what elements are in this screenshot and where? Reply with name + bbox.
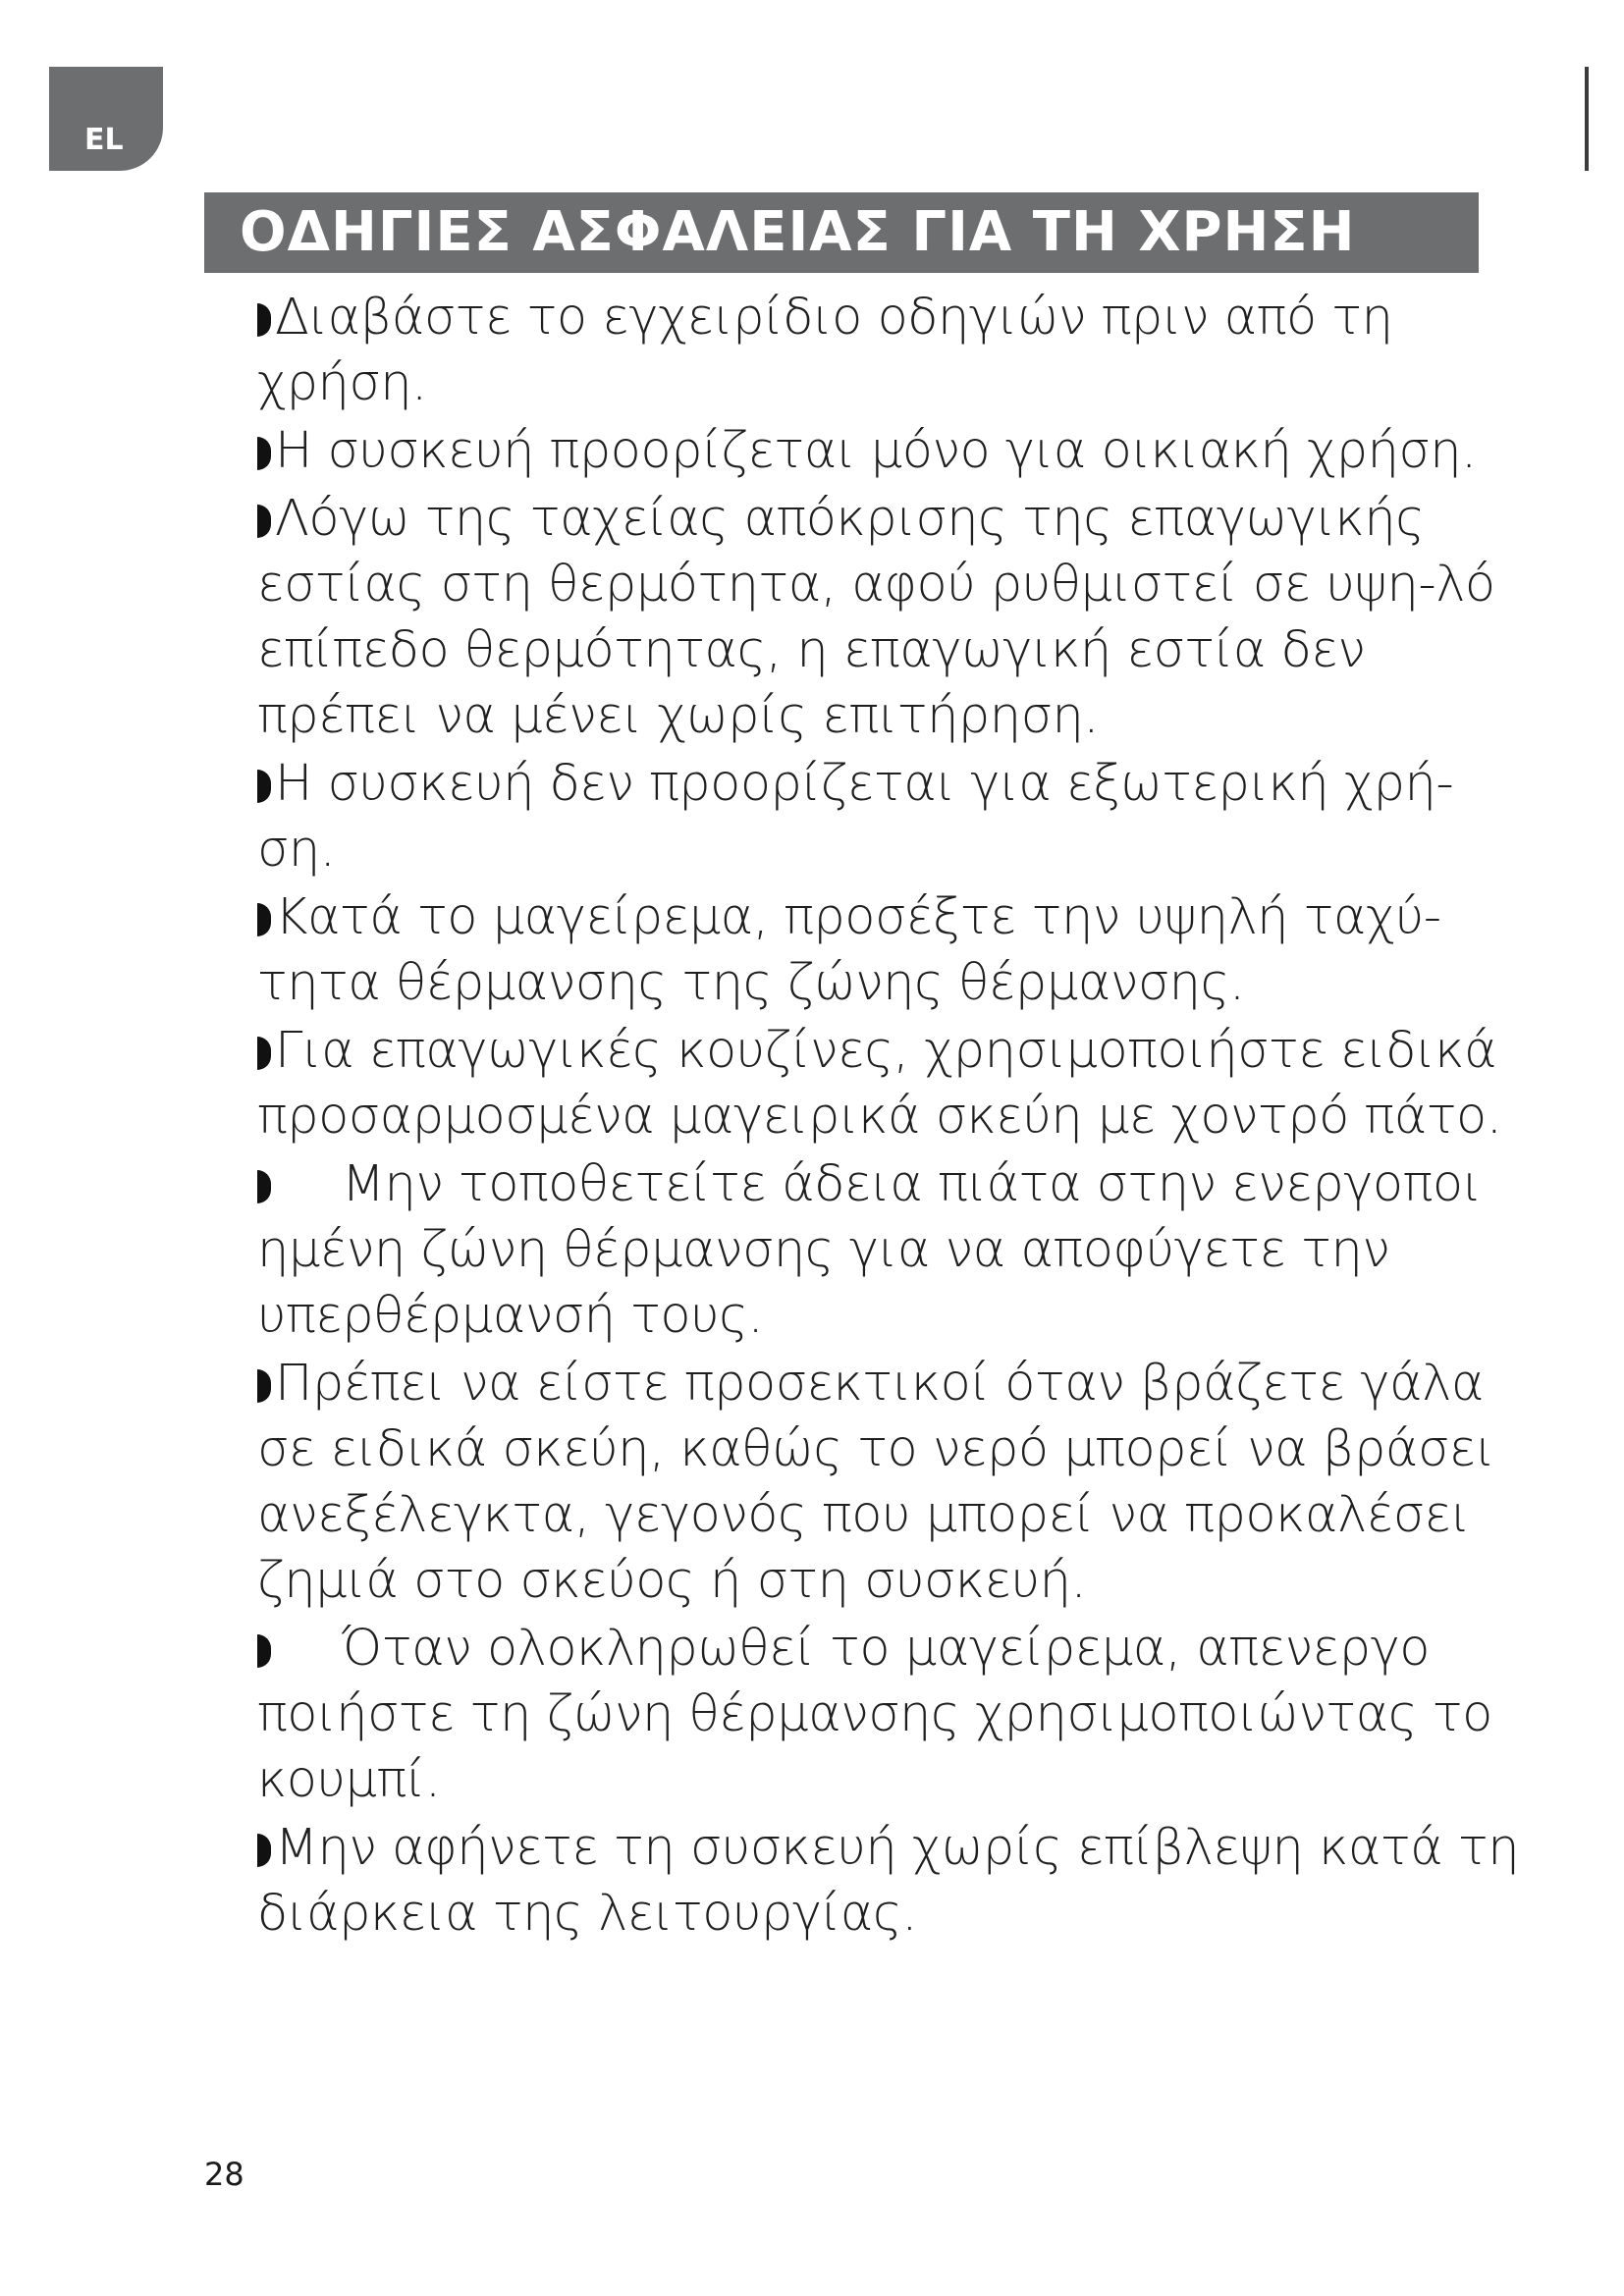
list-item-text: Η συσκευή δεν προορίζεται για εξωτερική χρή-ση.: [257, 755, 1454, 879]
edge-marker: [1585, 67, 1589, 171]
bullet-icon: [257, 505, 271, 538]
list-item-text: Όταν ολοκληρωθεί το μαγείρεμα, απενεργο ποιήστε τη ζώνη θέρμανσης χρησιμοποιώντας το κουμπί.: [257, 1620, 1492, 1809]
list-item: [257, 1815, 1524, 1947]
list-item: [257, 486, 1524, 749]
page-number: 28: [204, 2156, 244, 2193]
list-item-text: Μην αφήνετε τη συσκευή χωρίς επίβλεψη κατά τη διάρκεια της λειτουργίας.: [257, 1819, 1520, 1943]
list-item-text: Η συσκευή προορίζεται μόνο για οικιακή χρήση.: [275, 422, 1477, 480]
safety-instructions-list: [257, 285, 1524, 1947]
list-item: [257, 1018, 1524, 1149]
language-tab: [49, 67, 163, 171]
list-item: [257, 285, 1524, 416]
list-item: [257, 884, 1524, 1016]
list-item-text: Για επαγωγικές κουζίνες, χρησιμοποιήστε ειδικά προσαρμοσμένα μαγειρικά σκεύη με χοντρό πάτο.: [257, 1022, 1502, 1146]
list-item-text: Πρέπει να είστε προσεκτικοί όταν βράζετε γάλα σε ειδικά σκεύη, καθώς το νερό μπορεί να βράσει ανεξέλεγκτα, γεγονός που μπορεί να προκαλέσει ζημιά στο σκεύος ή στη συσκευή.: [257, 1355, 1495, 1610]
list-item-text: Διαβάστε το εγχειρίδιο οδηγιών πριν από τη χρήση.: [257, 289, 1393, 412]
bullet-icon: [257, 770, 271, 803]
list-item-text: Μην τοποθετείτε άδεια πιάτα στην ενεργοποι ημένη ζώνη θέρμανσης για να αποφύγετε την υπερθέρμανσή τους.: [257, 1155, 1482, 1345]
bullet-icon: [257, 1170, 271, 1203]
list-item: [257, 1351, 1524, 1614]
list-item-text: Λόγω της ταχείας απόκρισης της επαγωγικής εστίας στη θερμότητα, αφού ρυθμιστεί σε υψη-λό επίπεδο θερμότητας, η επαγωγική εστία δεν πρέπει να μένει χωρίς επιτήρηση.: [257, 490, 1495, 745]
bullet-icon: [257, 437, 271, 470]
list-item: [257, 418, 1524, 484]
bullet-icon: [257, 303, 271, 337]
language-code: EL: [84, 123, 124, 157]
bullet-icon: [257, 903, 271, 936]
bullet-icon: [257, 1834, 271, 1867]
list-item: [257, 1151, 1524, 1349]
bullet-icon: [257, 1037, 271, 1070]
bullet-icon: [257, 1369, 271, 1403]
list-item: [257, 1616, 1524, 1813]
bullet-icon: [257, 1634, 271, 1668]
list-item-text: Κατά το μαγείρεμα, προσέξτε την υψηλή ταχύ-τητα θέρμανσης της ζώνης θέρμανσης.: [257, 888, 1441, 1012]
section-title: ΟΔΗΓΙΕΣ ΑΣΦΑΛΕΙΑΣ ΓΙΑ ΤΗ ΧΡΗΣΗ: [204, 192, 1479, 273]
list-item: [257, 751, 1524, 882]
